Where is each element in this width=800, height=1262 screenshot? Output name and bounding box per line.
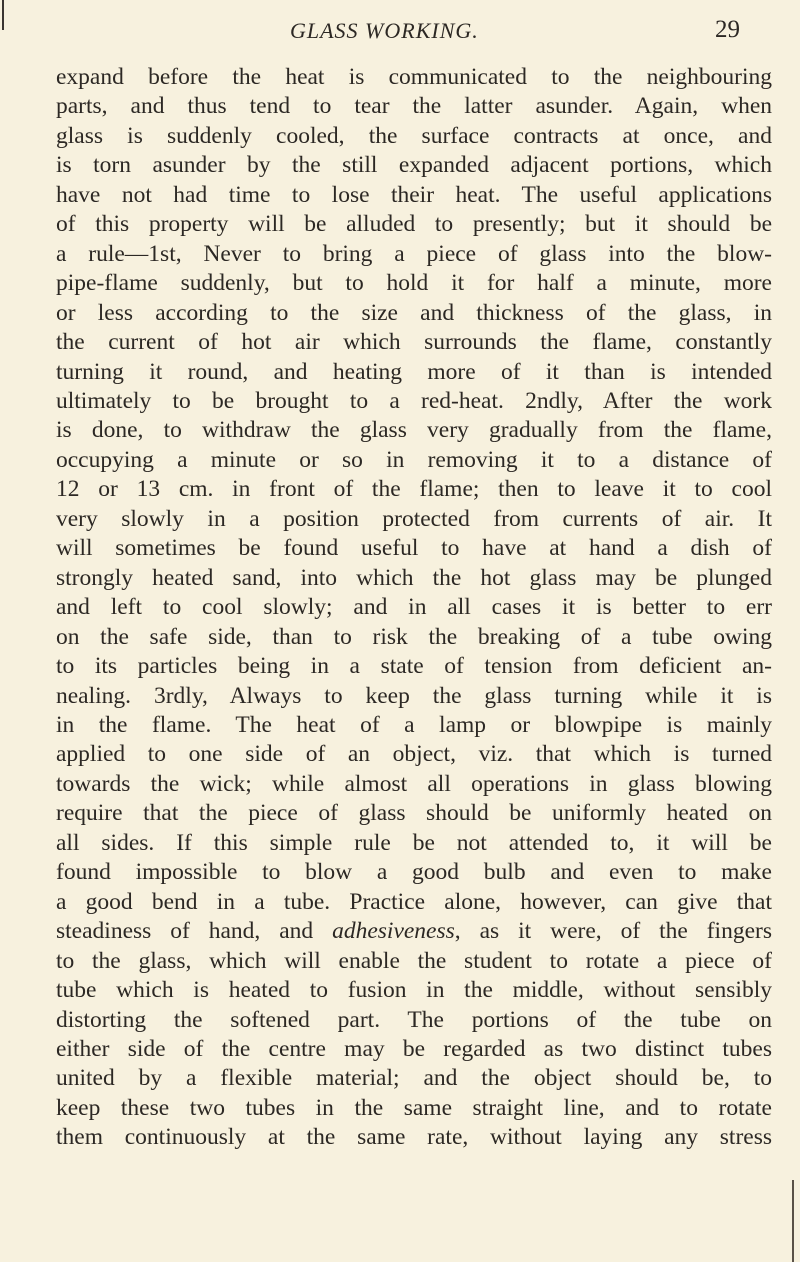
text-line: a rule—1st, Never to bring a piece of glass into the blow- <box>56 240 772 267</box>
text-line: is done, to withdraw the glass very gradually from the flame, <box>56 417 772 444</box>
text-line: have not had time to lose their heat. The useful applications <box>56 181 772 208</box>
text-line: united by a flexible material; and the object should be, to <box>56 1065 772 1092</box>
text-line: of this property will be alluded to presently; but it should be <box>56 211 772 238</box>
text-line: to the glass, which will enable the student to rotate a piece of <box>56 947 772 974</box>
text-line: distorting the softened part. The portions of the tube on <box>56 1006 772 1033</box>
text-line: is torn asunder by the still expanded adjacent portions, which <box>56 152 772 179</box>
page-number: 29 <box>715 16 740 43</box>
text-line: expand before the heat is communicated to the neighbouring <box>56 64 772 90</box>
text-line: in the flame. The heat of a lamp or blowpipe is mainly <box>56 711 772 738</box>
text-line: tube which is heated to fusion in the middle, without sensibly <box>56 977 772 1004</box>
text-line: and left to cool slowly; and in all cases it is better to err <box>56 594 772 621</box>
text-run: , as it were, of the fingers <box>454 918 772 945</box>
text-line: either side of the centre may be regarded as two distinct tubes <box>56 1035 772 1062</box>
text-line: applied to one side of an object, viz. that which is turned <box>56 741 772 768</box>
text-line: require that the piece of glass should be uniformly heated on <box>56 800 772 827</box>
page-edge-mark <box>2 0 4 30</box>
text-line: keep these two tubes in the same straight line, and to rotate <box>56 1094 772 1121</box>
text-line: nealing. 3rdly, Always to keep the glass turning while it is <box>56 682 772 709</box>
text-line: parts, and thus tend to tear the latter asunder. Again, when <box>56 93 772 120</box>
page-edge-mark <box>792 1180 794 1262</box>
text-line: a good bend in a tube. Practice alone, however, can give that <box>56 888 772 915</box>
text-line: on the safe side, than to risk the breaking of a tube owing <box>56 623 772 650</box>
text-line <box>56 917 772 946</box>
text-line: very slowly in a position protected from currents of air. It <box>56 505 772 532</box>
text-line: ultimately to be brought to a red-heat. 2ndly, After the work <box>56 387 772 414</box>
text-line: occupying a minute or so in removing it to a distance of <box>56 446 772 473</box>
text-line: glass is suddenly cooled, the surface contracts at once, and <box>56 122 772 149</box>
text-line: them continuously at the same rate, without laying any stress <box>56 1124 772 1151</box>
text-line: found impossible to blow a good bulb and even to make <box>56 859 772 886</box>
text-line: the current of hot air which surrounds the flame, constantly <box>56 329 772 356</box>
running-head: GLASS WORKING. <box>290 18 479 43</box>
italic-term: adhesiveness <box>332 918 455 945</box>
body-paragraph <box>56 63 772 1153</box>
text-line: 12 or 13 cm. in front of the flame; then to leave it to cool <box>56 476 772 503</box>
text-line: pipe-flame suddenly, but to hold it for half a minute, more <box>56 270 772 297</box>
text-line: towards the wick; while almost all operations in glass blowing <box>56 770 772 797</box>
text-line: all sides. If this simple rule be not attended to, it will be <box>56 829 772 856</box>
text-line: or less according to the size and thickness of the glass, in <box>56 299 772 326</box>
text-line: to its particles being in a state of tension from deficient an- <box>56 653 772 680</box>
text-line: will sometimes be found useful to have at hand a dish of <box>56 535 772 562</box>
text-line: strongly heated sand, into which the hot glass may be plunged <box>56 564 772 591</box>
text-line: turning it round, and heating more of it than is intended <box>56 358 772 385</box>
text-run: steadiness of hand, and <box>56 918 333 945</box>
